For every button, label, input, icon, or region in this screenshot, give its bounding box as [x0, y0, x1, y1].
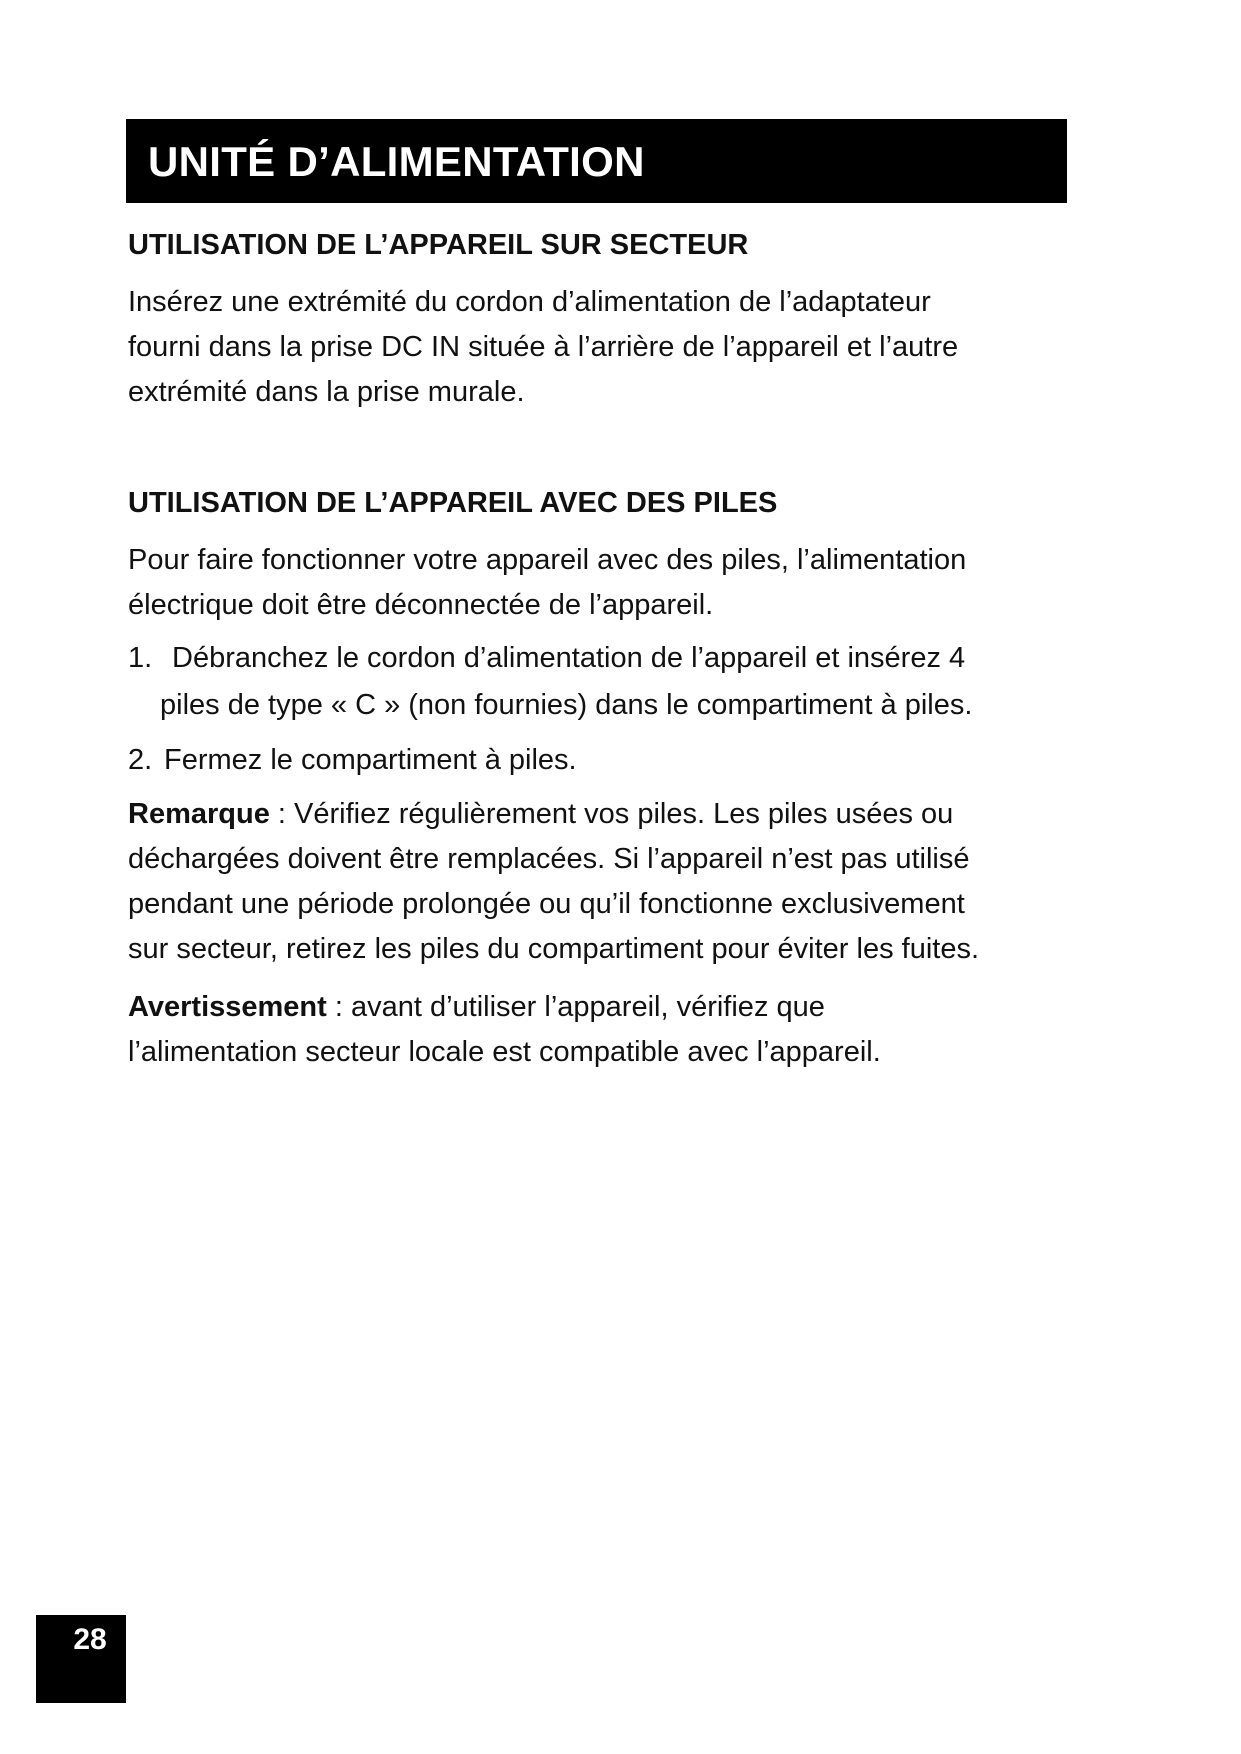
- battery-power-heading: UTILISATION DE L’APPAREIL AVEC DES PILES: [128, 487, 778, 519]
- text-line: sur secteur, retirez les piles du compartiment pour éviter les fuites.: [128, 933, 980, 965]
- warning-label: Avertissement: [128, 991, 327, 1023]
- text-line: extrémité dans la prise murale.: [128, 376, 525, 408]
- battery-steps-list: [128, 635, 1088, 784]
- list-item: [128, 737, 1088, 784]
- note-label: Remarque: [128, 798, 270, 830]
- section-title-bar: [126, 119, 1067, 203]
- text-line: Insérez une extrémité du cordon d’alimentation de l’adaptateur: [128, 286, 931, 318]
- battery-power-intro: [128, 538, 1088, 628]
- text-line: fourni dans la prise DC IN située à l’arrière de l’appareil et l’autre: [128, 331, 959, 363]
- text-line: Vérifiez régulièrement vos piles. Les piles usées ou: [294, 798, 954, 830]
- text-line: Pour faire fonctionner votre appareil avec des piles, l’alimentation: [128, 544, 967, 576]
- text-line: avant d’utiliser l’appareil, vérifiez que: [350, 991, 825, 1023]
- note-separator: :: [269, 798, 294, 830]
- step-text-continued: piles de type « C » (non fournies) dans le compartiment à piles.: [160, 689, 973, 721]
- battery-note: [128, 792, 1088, 972]
- step-text: Fermez le compartiment à piles.: [164, 744, 577, 776]
- text-line: pendant une période prolongée ou qu’il fonctionne exclusivement: [128, 888, 965, 920]
- text-line: l’alimentation secteur locale est compatible avec l’appareil.: [128, 1036, 881, 1068]
- power-warning: [128, 985, 1088, 1075]
- step-number: 2.: [128, 744, 153, 776]
- text-line: déchargées doivent être remplacées. Si l’appareil n’est pas utilisé: [128, 843, 970, 875]
- mains-power-heading: UTILISATION DE L’APPAREIL SUR SECTEUR: [128, 229, 749, 261]
- page-title: UNITÉ D’ALIMENTATION: [148, 138, 645, 185]
- page-number: 28: [36, 1615, 126, 1703]
- warning-separator: :: [326, 991, 351, 1023]
- list-item: [128, 635, 1088, 729]
- page-content: [128, 225, 1088, 1075]
- mains-power-instructions: [128, 280, 1088, 415]
- step-text: Débranchez le cordon d’alimentation de l’appareil et insérez 4: [172, 642, 966, 674]
- step-number: 1.: [128, 642, 153, 674]
- text-line: électrique doit être déconnectée de l’appareil.: [128, 589, 714, 621]
